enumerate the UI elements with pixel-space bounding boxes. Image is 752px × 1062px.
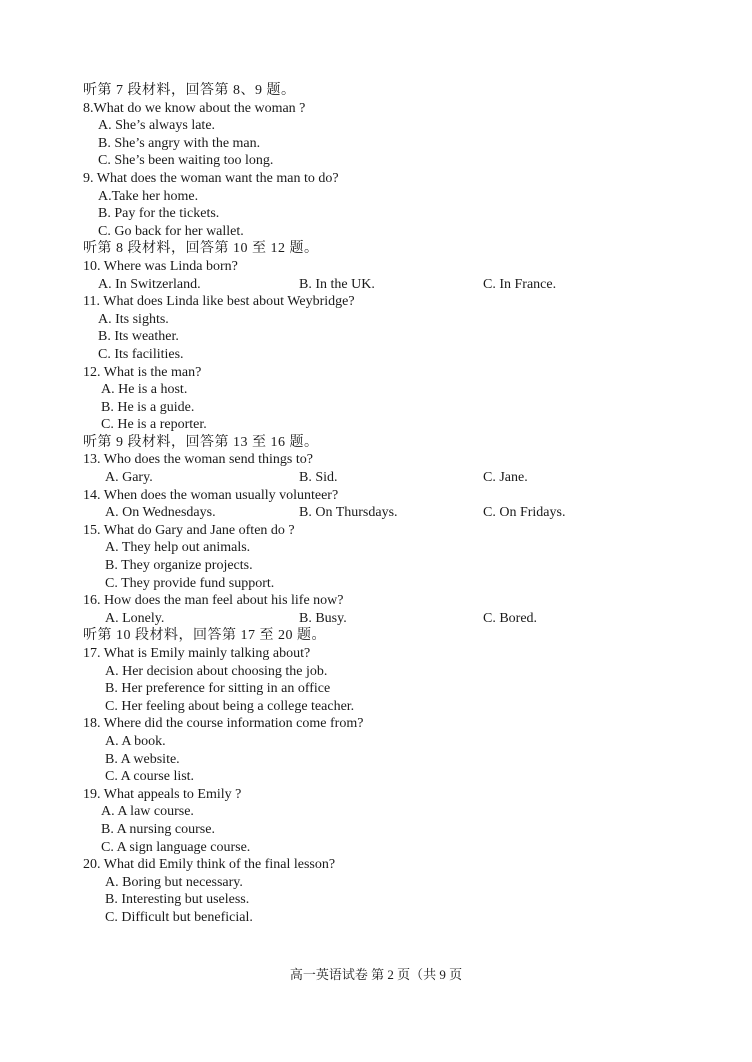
question-stem: 9. What does the woman want the man to do? [83,170,339,186]
answer-option: C. She’s been waiting too long. [98,153,274,169]
answer-option: C. Its facilities. [98,346,184,362]
answer-option: C. A sign language course. [101,839,251,855]
answer-option: A. Boring but necessary. [105,874,243,890]
answer-option: C. Difficult but beneficial. [105,909,253,925]
answer-option: A. A law course. [101,804,194,820]
answer-option: B. He is a guide. [101,399,195,415]
section-header: 听第 8 段材料，回答第 10 至 12 题。 [83,241,319,257]
answer-option: C. He is a reporter. [101,417,207,433]
section-header: 听第 7 段材料，回答第 8、9 题。 [83,83,296,98]
question-stem: 10. Where was Linda born? [83,258,238,274]
question-stem: 20. What did Emily think of the final lesson? [83,857,336,873]
question-stem: 19. What appeals to Emily ? [83,786,242,802]
question-stem: 8.What do we know about the woman ? [83,100,306,116]
answer-option: A. Lonely. [105,610,165,626]
exam-content [83,82,703,927]
answer-option: C. They provide fund support. [105,575,275,591]
answer-option: B. Busy. [299,610,347,626]
answer-option: C. A course list. [105,769,195,785]
answer-option: A. Its sights. [98,311,169,327]
question-stem: 16. How does the man feel about his life now? [83,593,344,609]
answer-option: C. Bored. [483,610,538,626]
options-row [83,610,703,628]
answer-option: A. A book. [105,733,166,749]
answer-option: B. Sid. [299,470,338,486]
answer-option: C. Go back for her wallet. [98,223,244,239]
options-row [83,276,703,294]
question-stem: 11. What does Linda like best about Weybridge? [83,294,355,310]
answer-option: A. Gary. [105,470,153,486]
answer-option: B. On Thursdays. [299,505,398,521]
question-stem: 13. Who does the woman send things to? [83,452,313,468]
options-row [83,504,703,522]
answer-option: B. Its weather. [98,329,179,345]
answer-option: C. Her feeling about being a college teacher. [105,698,355,714]
answer-option: A. In Switzerland. [98,276,201,292]
options-row [83,469,703,487]
answer-option: A. They help out animals. [105,540,251,556]
answer-option: A. On Wednesdays. [105,505,216,521]
answer-option: B. Her preference for sitting in an office [105,681,331,697]
answer-option: A. She’s always late. [98,118,216,134]
answer-option: C. In France. [483,276,557,292]
question-stem: 12. What is the man? [83,364,202,380]
question-stem: 15. What do Gary and Jane often do ? [83,522,295,538]
question-stem: 17. What is Emily mainly talking about? [83,646,311,661]
answer-option: B. They organize projects. [105,558,253,574]
answer-option: B. A website. [105,751,180,767]
question-stem: 18. Where did the course information come from? [83,716,364,732]
answer-option: B. A nursing course. [101,821,215,837]
answer-option: B. Interesting but useless. [105,892,250,908]
page-footer: 高一英语试卷 第 2 页（共 9 页 [289,967,463,982]
answer-option: B. In the UK. [299,276,375,292]
section-header: 听第 10 段材料，回答第 17 至 20 题。 [83,628,326,644]
answer-option: B. Pay for the tickets. [98,206,220,222]
answer-option: B. She’s angry with the man. [98,135,261,151]
answer-option: A. He is a host. [101,382,188,398]
answer-option: A.Take her home. [98,188,199,204]
question-stem: 14. When does the woman usually volunteer? [83,487,339,503]
section-header: 听第 9 段材料，回答第 13 至 16 题。 [83,434,319,450]
answer-option: C. On Fridays. [483,505,566,521]
answer-option: A. Her decision about choosing the job. [105,663,328,679]
answer-option: C. Jane. [483,470,528,486]
